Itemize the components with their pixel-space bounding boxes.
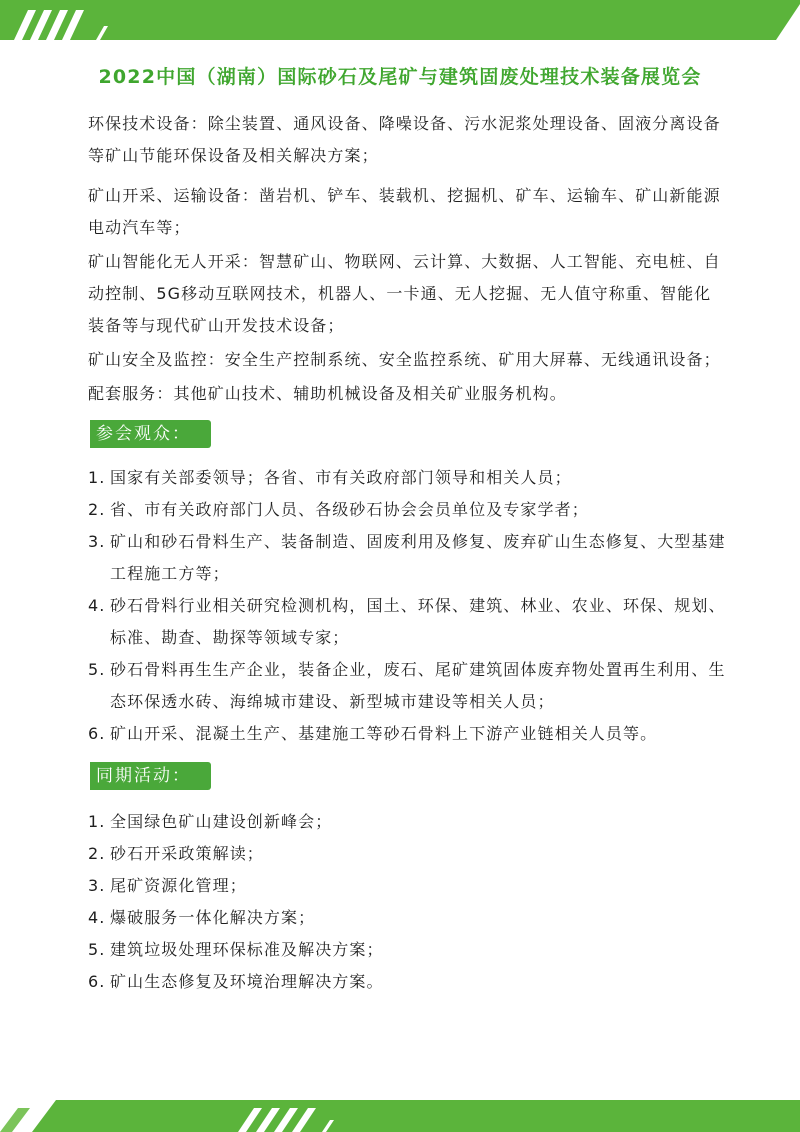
item-text: 矿山和砂石骨料生产、装备制造、固废利用及修复、废弃矿山生态修复、大型基建工程施工方等； xyxy=(110,532,726,583)
list-item xyxy=(88,934,728,966)
audience-section-header xyxy=(88,420,728,448)
item-number: 4. xyxy=(88,908,106,927)
main-content xyxy=(88,108,728,998)
list-item xyxy=(88,838,728,870)
events-section-header xyxy=(88,762,728,790)
item-text: 尾矿资源化管理； xyxy=(110,876,247,895)
item-text: 矿山生态修复及环境治理解决方案。 xyxy=(110,972,384,991)
item-number: 1. xyxy=(88,468,106,487)
item-text: 砂石骨料行业相关研究检测机构，国土、环保、建筑、林业、农业、环保、规划、标准、勘查、勘探等领域专家； xyxy=(110,596,726,647)
list-item xyxy=(88,902,728,934)
item-text: 矿山开采、混凝土生产、基建施工等砂石骨料上下游产业链相关人员等。 xyxy=(110,724,658,743)
list-item xyxy=(88,462,728,494)
item-text: 建筑垃圾处理环保标准及解决方案； xyxy=(110,940,384,959)
item-number: 2. xyxy=(88,500,106,519)
list-item xyxy=(88,654,728,718)
events-list xyxy=(88,806,728,998)
item-text: 砂石骨料再生生产企业，装备企业，废石、尾矿建筑固体废弃物处置再生利用、生态环保透水砖、海绵城市建设、新型城市建设等相关人员； xyxy=(110,660,726,711)
bottom-decor-band xyxy=(0,1088,800,1132)
item-number: 6. xyxy=(88,972,106,991)
list-item xyxy=(88,718,728,750)
list-item xyxy=(88,966,728,998)
list-item xyxy=(88,526,728,590)
item-number: 1. xyxy=(88,812,106,831)
item-text: 国家有关部委领导；各省、市有关政府部门领导和相关人员； xyxy=(110,468,572,487)
list-item xyxy=(88,590,728,654)
item-number: 3. xyxy=(88,532,106,551)
audience-list xyxy=(88,462,728,750)
exhibit-paragraph: 配套服务：其他矿山技术、辅助机械设备及相关矿业服务机构。 xyxy=(88,384,567,403)
exhibit-paragraph: 环保技术设备：除尘装置、通风设备、降噪设备、污水泥浆处理设备、固液分离设备等矿山节能环保设备及相关解决方案； xyxy=(88,114,721,165)
events-label: 同期活动： xyxy=(90,762,211,790)
exhibit-paragraph: 矿山智能化无人开采：智慧矿山、物联网、云计算、大数据、人工智能、充电桩、自动控制、5G移动互联网技术，机器人、一卡通、无人挖掘、无人值守称重、智能化装备等与现代矿山开发技术设备； xyxy=(88,252,721,335)
item-text: 砂石开采政策解读； xyxy=(110,844,264,863)
item-number: 4. xyxy=(88,596,106,615)
exhibit-paragraph: 矿山开采、运输设备：凿岩机、铲车、装载机、挖掘机、矿车、运输车、矿山新能源电动汽车等； xyxy=(88,186,721,237)
item-number: 5. xyxy=(88,660,106,679)
item-number: 2. xyxy=(88,844,106,863)
item-number: 6. xyxy=(88,724,106,743)
item-number: 5. xyxy=(88,940,106,959)
top-decor-band xyxy=(0,0,800,44)
item-number: 3. xyxy=(88,876,106,895)
item-text: 爆破服务一体化解决方案； xyxy=(110,908,316,927)
audience-label: 参会观众： xyxy=(90,420,211,448)
item-text: 全国绿色矿山建设创新峰会； xyxy=(110,812,333,831)
list-item xyxy=(88,806,728,838)
item-text: 省、市有关政府部门人员、各级砂石协会会员单位及专家学者； xyxy=(110,500,589,519)
list-item xyxy=(88,870,728,902)
page-title: 2022中国（湖南）国际砂石及尾矿与建筑固废处理技术装备展览会 xyxy=(98,66,702,88)
exhibit-paragraph: 矿山安全及监控：安全生产控制系统、安全监控系统、矿用大屏幕、无线通讯设备； xyxy=(88,350,721,369)
list-item xyxy=(88,494,728,526)
